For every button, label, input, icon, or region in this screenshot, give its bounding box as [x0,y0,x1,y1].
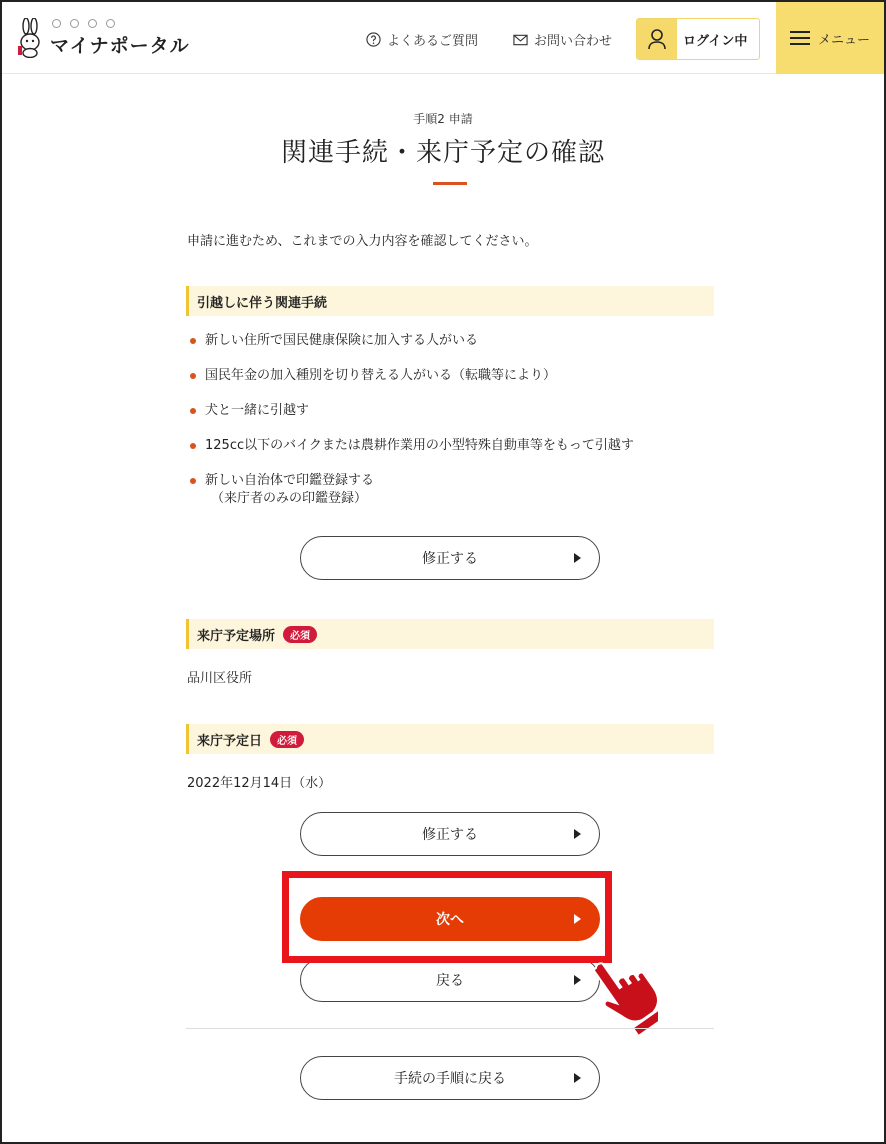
edit-related-button[interactable] [300,536,600,580]
visit-place-title: 来庁予定場所 [197,628,276,644]
return-to-steps-button[interactable] [300,1056,600,1100]
edit-visit-label: 修正する [422,827,478,843]
annotation-highlight-box [282,871,612,963]
arrow-right-icon [574,975,581,985]
next-label: 次へ [436,912,464,928]
list-item-text: 国民年金の加入種別を切り替える人がいる（転職等により） [205,368,557,383]
visit-date-value: 2022年12月14日（水） [187,776,332,791]
back-button[interactable] [300,958,600,1002]
pointing-hand-icon [586,950,658,1040]
related-procedures-heading [186,286,714,316]
contact-link[interactable] [513,30,612,49]
logo-dots [52,19,115,28]
list-item-text: 新しい住所で国民健康保険に加入する人がいる [205,333,479,348]
intro-text: 申請に進むため、これまでの入力内容を確認してください。 [187,234,538,249]
login-status-button[interactable] [636,18,760,60]
list-item-text: 125cc以下のバイクまたは農耕作業用の小型特殊自動車等をもって引越す [205,438,634,453]
user-icon-wrap [637,19,677,59]
required-badge: 必須 [283,626,317,643]
step-label: 手順2 申請 [413,112,473,126]
page-title: 関連手続・来庁予定の確認 [280,138,605,168]
section-divider [186,1028,714,1029]
list-item [190,332,634,350]
title-underline [433,182,467,185]
list-item [190,437,634,455]
login-label: ログイン中 [683,33,748,49]
faq-label: よくあるご質問 [387,34,479,49]
hamburger-icon [790,30,810,46]
menu-label: メニュー [817,32,870,48]
logo[interactable] [16,18,190,58]
required-badge: 必須 [270,731,304,748]
edit-visit-button[interactable] [300,812,600,856]
visit-date-heading [186,724,714,754]
faq-link[interactable] [366,30,478,49]
list-item [190,472,634,508]
mascot-rabbit-icon [16,18,44,58]
logo-text [50,19,190,58]
visit-place-value: 品川区役所 [187,671,253,686]
related-procedures-list [190,332,634,525]
logo-label: マイナポータル [50,34,190,57]
visit-date-title: 来庁予定日 [197,733,263,749]
back-label: 戻る [436,973,464,989]
return-to-steps-label: 手続の手順に戻る [394,1071,506,1087]
arrow-right-icon [574,829,581,839]
mail-icon [513,34,528,46]
contact-label: お問い合わせ [534,34,613,49]
list-item-note: （来庁者のみの印鑑登録） [211,491,368,506]
arrow-right-icon [574,553,581,563]
visit-place-heading [186,619,714,649]
site-header [2,2,884,74]
list-item-text: 新しい自治体で印鑑登録する [205,473,375,488]
question-circle-icon [366,32,381,47]
menu-button[interactable] [776,2,884,74]
related-procedures-title: 引越しに伴う関連手続 [197,295,328,311]
list-item [190,402,634,420]
user-icon [647,28,667,50]
list-item-text: 犬と一緒に引越す [205,403,310,418]
edit-related-label: 修正する [422,551,478,567]
list-item [190,367,634,385]
arrow-right-icon [574,1073,581,1083]
